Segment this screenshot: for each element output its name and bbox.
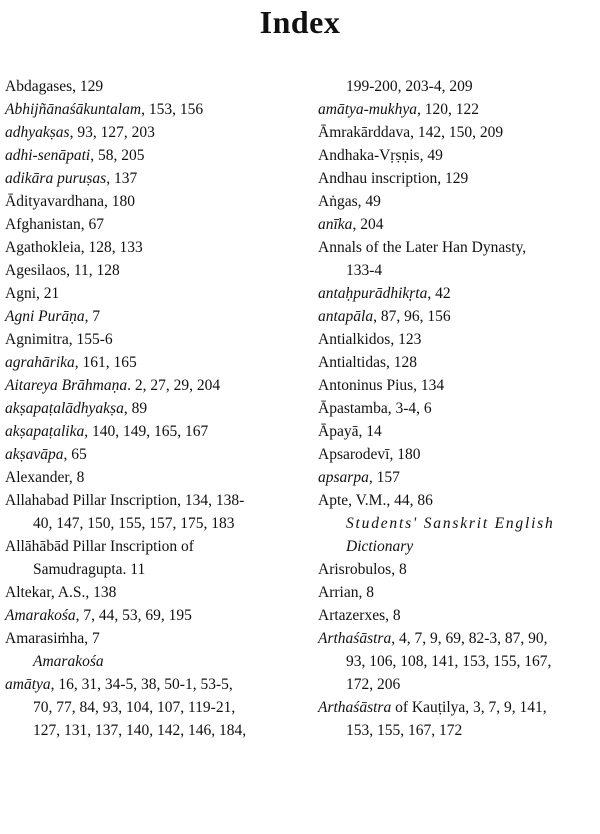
index-term: anīka bbox=[318, 216, 353, 233]
index-entry: Āmrakārddava, 142, 150, 209 bbox=[318, 124, 504, 141]
index-term: akṣapaṭalādhyakṣa bbox=[5, 400, 124, 417]
index-term: Abhijñānaśākuntalam bbox=[5, 101, 142, 118]
index-term: akṣavāpa bbox=[5, 446, 64, 463]
index-entry: Antoninus Pius, 134 bbox=[318, 377, 445, 394]
index-entry-continuation: 40, 147, 150, 155, 157, 175, 183 bbox=[33, 515, 235, 532]
index-pages: of Kauṭilya, 3, 7, 9, 141, bbox=[391, 699, 547, 716]
index-term: adikāra puruṣas bbox=[5, 170, 107, 187]
index-pages: , 4, 7, 9, 69, 82-3, 87, 90, bbox=[391, 630, 548, 647]
index-pages: , 89 bbox=[123, 400, 148, 417]
index-entry: Andhaka-Vṛṣṇis, 49 bbox=[318, 147, 443, 164]
index-pages: , 137 bbox=[106, 170, 138, 187]
index-entry: Apte, V.M., 44, 86 bbox=[318, 492, 433, 509]
index-term: adhyakṣas bbox=[5, 124, 70, 141]
index-entry: Allāhābād Pillar Inscription of bbox=[5, 538, 194, 555]
index-entry bbox=[318, 466, 596, 489]
index-term: Amarakośa bbox=[5, 607, 76, 624]
index-subentry: Amarakośa bbox=[33, 653, 104, 670]
index-entry-continuation: 127, 131, 137, 140, 142, 146, 184, bbox=[33, 722, 247, 739]
index-entry-continuation: 70, 77, 84, 93, 104, 107, 119-21, bbox=[33, 699, 236, 716]
index-pages: , 7, 44, 53, 69, 195 bbox=[75, 607, 192, 624]
index-entry: Ādityavardhana, 180 bbox=[5, 193, 135, 210]
index-entry bbox=[318, 98, 596, 121]
index-entry bbox=[318, 213, 596, 236]
index-column-left bbox=[5, 75, 289, 742]
index-entry: Afghanistan, 67 bbox=[5, 216, 105, 233]
index-term: akṣapaṭalika bbox=[5, 423, 85, 440]
index-column-right bbox=[318, 75, 596, 742]
index-entry: Alexander, 8 bbox=[5, 469, 85, 486]
index-entry: Agnimitra, 155-6 bbox=[5, 331, 113, 348]
index-entry bbox=[318, 305, 596, 328]
index-term: Arthaśāstra bbox=[318, 630, 392, 647]
index-term: antapāla bbox=[318, 308, 374, 325]
index-entry bbox=[318, 282, 596, 305]
index-pages: , 93, 127, 203 bbox=[69, 124, 155, 141]
index-term: Arthaśāstra bbox=[318, 699, 392, 716]
index-pages: , 153, 156 bbox=[141, 101, 204, 118]
index-entry bbox=[5, 167, 289, 190]
index-pages: , 140, 149, 165, 167 bbox=[84, 423, 209, 440]
index-pages: , 87, 96, 156 bbox=[373, 308, 451, 325]
index-entry bbox=[318, 627, 596, 650]
index-entry bbox=[5, 374, 289, 397]
index-pages: , 7 bbox=[84, 308, 101, 325]
index-term: amātya-mukhya bbox=[318, 101, 417, 118]
index-entry: Aṅgas, 49 bbox=[318, 193, 381, 210]
index-entry: Amarasiṁha, 7 bbox=[5, 630, 100, 647]
index-pages: , 42 bbox=[427, 285, 451, 302]
index-entry: Arisrobulos, 8 bbox=[318, 561, 407, 578]
index-entry bbox=[5, 144, 289, 167]
index-entry bbox=[318, 696, 596, 719]
index-entry: Allahabad Pillar Inscription, 134, 138- bbox=[5, 492, 245, 509]
index-entry-continuation: 199-200, 203-4, 209 bbox=[346, 78, 473, 95]
index-entry-continuation: 172, 206 bbox=[346, 676, 401, 693]
index-pages: , 58, 205 bbox=[90, 147, 145, 164]
index-entry: Āpastamba, 3-4, 6 bbox=[318, 400, 432, 417]
index-term: apsarpa bbox=[318, 469, 369, 486]
index-pages: , 16, 31, 34-5, 38, 50-1, 53-5, bbox=[50, 676, 233, 693]
index-term: Aitareya Brāhmaṇa bbox=[5, 377, 128, 394]
index-pages: , 157 bbox=[368, 469, 400, 486]
index-entry bbox=[5, 305, 289, 328]
index-entry: Āpayā, 14 bbox=[318, 423, 382, 440]
index-entry: Altekar, A.S., 138 bbox=[5, 584, 117, 601]
index-pages: , 120, 122 bbox=[417, 101, 479, 118]
index-term: agrahārika bbox=[5, 354, 75, 371]
index-entry-continuation: 93, 106, 108, 141, 153, 155, 167, bbox=[346, 653, 552, 670]
index-entry bbox=[5, 351, 289, 374]
index-term: Agni Purāṇa bbox=[5, 308, 85, 325]
index-entry bbox=[5, 397, 289, 420]
index-entry: Apsarodevī, 180 bbox=[318, 446, 421, 463]
index-entry: Annals of the Later Han Dynasty, bbox=[318, 239, 527, 256]
index-term: adhi-senāpati bbox=[5, 147, 91, 164]
index-entry: Agni, 21 bbox=[5, 285, 60, 302]
index-entry bbox=[5, 673, 289, 696]
index-entry: Antialkidos, 123 bbox=[318, 331, 422, 348]
index-term: amātya bbox=[5, 676, 51, 693]
index-entry: Artazerxes, 8 bbox=[318, 607, 401, 624]
index-entry bbox=[5, 420, 289, 443]
index-pages: , 161, 165 bbox=[74, 354, 137, 371]
index-entry bbox=[5, 604, 289, 627]
index-entry bbox=[5, 443, 289, 466]
index-subentry: Students' Sanskrit English bbox=[346, 515, 555, 532]
index-pages: , 65 bbox=[63, 446, 87, 463]
index-subentry: Dictionary bbox=[346, 538, 414, 555]
index-entry: Agathokleia, 128, 133 bbox=[5, 239, 143, 256]
index-entry bbox=[5, 121, 289, 144]
page-title: Index bbox=[259, 4, 341, 40]
index-entry: Agesilaos, 11, 128 bbox=[5, 262, 120, 279]
index-entry-continuation: 133-4 bbox=[346, 262, 383, 279]
index-entry: Antialtidas, 128 bbox=[318, 354, 418, 371]
index-entry: Arrian, 8 bbox=[318, 584, 374, 601]
index-pages: , 204 bbox=[352, 216, 384, 233]
index-entry: Andhau inscription, 129 bbox=[318, 170, 469, 187]
index-term: antaḥpurādhikṛta bbox=[318, 285, 428, 302]
index-entry bbox=[5, 98, 289, 121]
index-entry: Abdagases, 129 bbox=[5, 78, 104, 95]
index-entry-continuation: 153, 155, 167, 172 bbox=[346, 722, 463, 739]
index-entry-continuation: Samudragupta. 11 bbox=[33, 561, 146, 578]
index-pages: . 2, 27, 29, 204 bbox=[127, 377, 221, 394]
